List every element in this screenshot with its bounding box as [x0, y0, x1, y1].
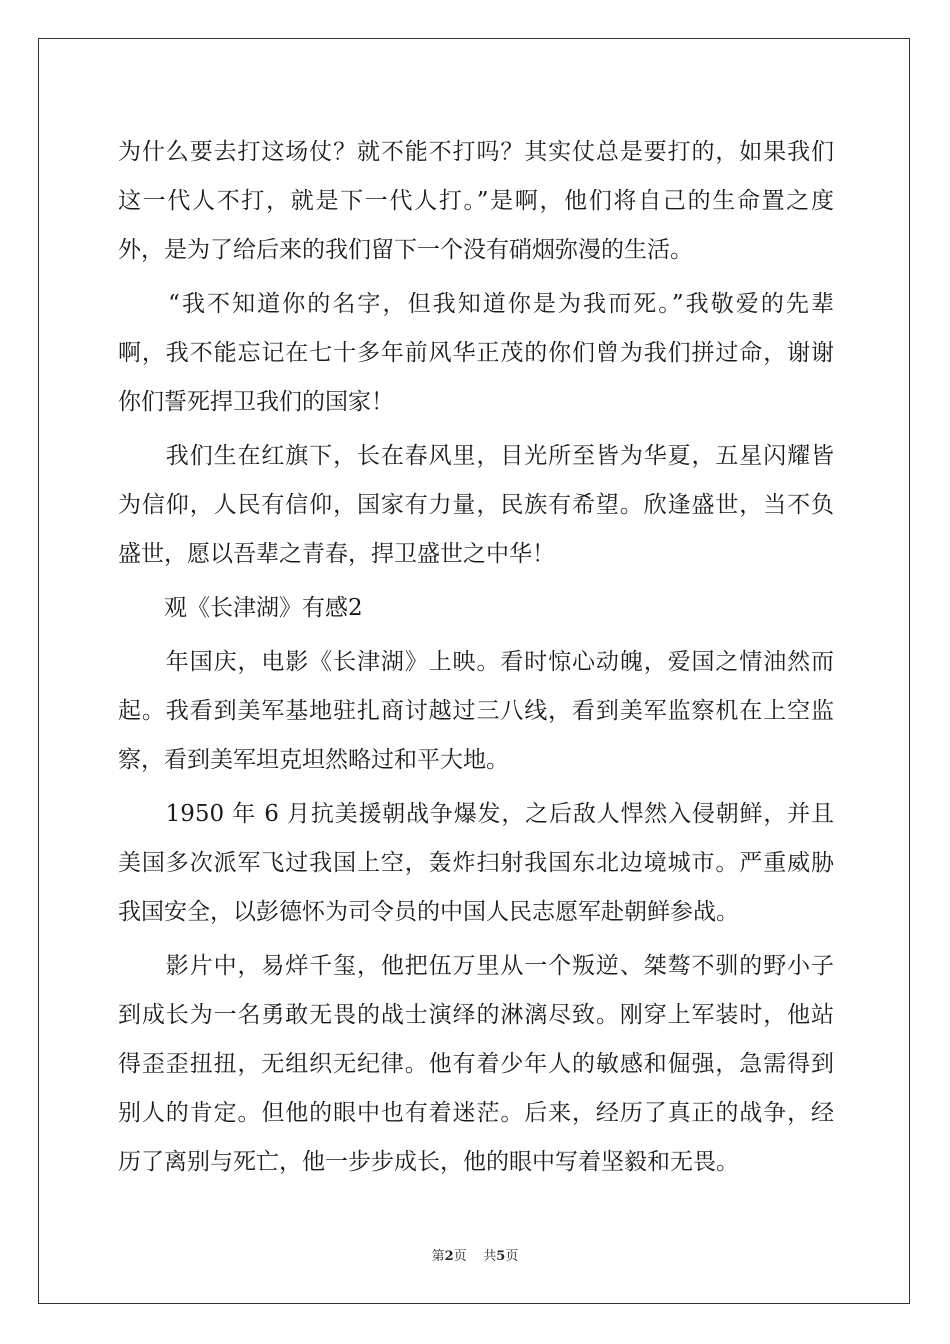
paragraph: [118, 128, 834, 275]
text-line: 历了离别与死亡，他一步步成长，他的眼中写着坚毅和无畏。: [118, 1149, 739, 1175]
page-prefix: 第: [431, 1249, 445, 1264]
paragraph: [118, 942, 834, 1187]
text-line: “我不知道你的名字，但我知道你是为我而死。”我敬爱的先辈: [118, 291, 834, 317]
document-body: [118, 128, 834, 1192]
paragraph: [118, 790, 834, 937]
text-line: 外，是为了给后来的我们留下一个没有硝烟弥漫的生活。: [118, 237, 693, 263]
text-line: 1950 年 6 月抗美援朝战争爆发，之后敌人悍然入侵朝鲜，并且: [118, 801, 834, 827]
text-line: 这一代人不打，就是下一代人打。”是啊，他们将自己的生命置之度: [118, 188, 834, 214]
text-line: 为什么要去打这场仗？就不能不打吗？其实仗总是要打的，如果我们: [118, 139, 834, 165]
total-prefix: 共: [483, 1249, 497, 1264]
text-line: 察，看到美军坦克坦然略过和平大地。: [118, 747, 509, 773]
page-footer: [0, 1245, 950, 1264]
text-line: 年国庆，电影《长津湖》上映。看时惊心动魄，爱国之情油然而: [118, 649, 834, 675]
page-suffix: 页: [453, 1249, 467, 1264]
text-line: 影片中，易烊千玺，他把伍万里从一个叛逆、桀骜不驯的野小子: [118, 953, 834, 979]
text-line: 啊，我不能忘记在七十多年前风华正茂的你们曾为我们拼过命，谢谢: [118, 340, 834, 366]
total-pages-number: 5: [496, 1249, 506, 1264]
section-heading: [118, 584, 834, 633]
text-line: 得歪歪扭扭，无组织无纪律。他有着少年人的敏感和倔强，急需得到: [118, 1051, 834, 1077]
paragraph: [118, 638, 834, 785]
text-line: 盛世，愿以吾辈之青春，捍卫盛世之中华！: [118, 541, 555, 567]
paragraph: [118, 432, 834, 579]
text-line: 我国安全，以彭德怀为司令员的中国人民志愿军赴朝鲜参战。: [118, 899, 739, 925]
text-line: 到成长为一名勇敢无畏的战士演绎的淋漓尽致。刚穿上军装时，他站: [118, 1002, 834, 1028]
total-suffix: 页: [505, 1249, 519, 1264]
current-page-number: 2: [444, 1249, 454, 1264]
paragraph: [118, 280, 834, 427]
text-line: 我们生在红旗下，长在春风里，目光所至皆为华夏，五星闪耀皆: [118, 443, 834, 469]
text-line: 起。我看到美军基地驻扎商讨越过三八线，看到美军监察机在上空监: [118, 698, 834, 724]
text-line: 观《长津湖》有感2: [118, 595, 363, 621]
text-line: 别人的肯定。但他的眼中也有着迷茫。后来，经历了真正的战争，经: [118, 1100, 834, 1126]
text-line: 美国多次派军飞过我国上空，轰炸扫射我国东北边境城市。严重威胁: [118, 850, 834, 876]
text-line: 为信仰，人民有信仰，国家有力量，民族有希望。欣逢盛世，当不负: [118, 492, 834, 518]
text-line: 你们誓死捍卫我们的国家！: [118, 389, 394, 415]
